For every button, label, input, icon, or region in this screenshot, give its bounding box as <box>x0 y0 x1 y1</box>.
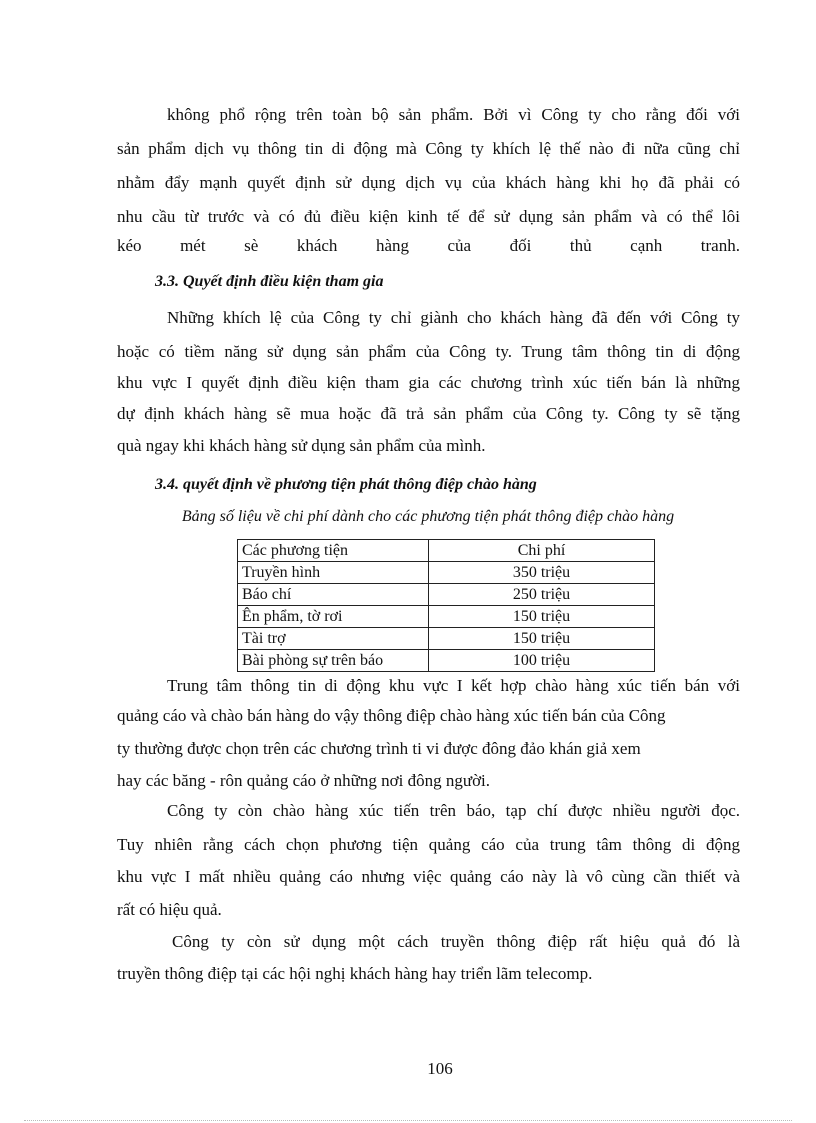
header-media: Các phương tiện <box>238 540 429 562</box>
cell-cost: 100 triệu <box>429 650 655 672</box>
table-row <box>238 628 655 650</box>
cell-cost: 250 triệu <box>429 584 655 606</box>
paragraph-1-line-4: nhu cầu từ trước và có đủ điều kiện kinh tế để sử dụng sản phẩm và có thể lôi <box>117 207 740 226</box>
table-row <box>238 584 655 606</box>
paragraph-4-line-1: Trung tâm thông tin di động khu vực I kết hợp chào hàng xúc tiến bán với <box>167 676 740 695</box>
section-3-3-line-4: dự định khách hàng sẽ mua hoặc đã trả sản phẩm của Công ty. Công ty sẽ tặng <box>117 404 740 423</box>
table-row <box>238 650 655 672</box>
cell-media: Ên phẩm, tờ rơi <box>238 606 429 628</box>
cell-media: Tài trợ <box>238 628 429 650</box>
cost-table <box>237 539 655 672</box>
word: khách <box>296 236 338 255</box>
paragraph-4-line-3: ty thường được chọn trên các chương trình ti vi được đông đảo khán giả xem <box>117 739 641 758</box>
word: sè <box>244 236 259 255</box>
cell-media: Truyền hình <box>238 562 429 584</box>
word: hàng <box>375 236 409 255</box>
word: thủ <box>569 236 592 255</box>
paragraph-1-line-5 <box>117 235 740 257</box>
cell-media: Bài phòng sự trên báo <box>238 650 429 672</box>
section-3-3-heading: 3.3. Quyết định điều kiện tham gia <box>155 273 384 290</box>
section-3-4-heading: 3.4. quyết định về phương tiện phát thông điệp chào hàng <box>155 476 537 493</box>
table-caption: Bảng số liệu về chi phí dành cho các phương tiện phát thông điệp chào hàng <box>181 508 675 525</box>
footer-divider <box>24 1120 792 1121</box>
cell-cost: 150 triệu <box>429 628 655 650</box>
paragraph-5-line-1: Công ty còn chào hàng xúc tiến trên báo, tạp chí được nhiều người đọc. <box>167 801 740 820</box>
paragraph-6-line-2: truyền thông điệp tại các hội nghị khách hàng hay triển lãm telecomp. <box>117 964 593 983</box>
word: kéo <box>117 236 142 255</box>
word: mét <box>180 236 206 255</box>
section-3-3-line-5: quà ngay khi khách hàng sử dụng sản phẩm của mình. <box>117 436 486 455</box>
paragraph-5-line-3: khu vực I mất nhiều quảng cáo nhưng việc quảng cáo này là vô cùng cần thiết và <box>117 867 740 886</box>
word: đối <box>509 236 532 255</box>
paragraph-1-line-1: không phổ rộng trên toàn bộ sản phẩm. Bởi vì Công ty cho rằng đối với <box>167 105 740 124</box>
section-3-3-line-3: khu vực I quyết định điều kiện tham gia các chương trình xúc tiến bán là những <box>117 373 740 392</box>
word: của <box>447 236 472 255</box>
table-row <box>238 606 655 628</box>
header-cost: Chi phí <box>429 540 655 562</box>
cell-cost: 150 triệu <box>429 606 655 628</box>
page-number: 106 <box>427 1059 453 1078</box>
word: cạnh <box>630 236 663 255</box>
cell-media: Báo chí <box>238 584 429 606</box>
word: tranh. <box>700 236 740 255</box>
paragraph-5-line-4: rất có hiệu quả. <box>117 900 222 919</box>
cell-cost: 350 triệu <box>429 562 655 584</box>
paragraph-6-line-1: Công ty còn sử dụng một cách truyền thông điệp rất hiệu quả đó là <box>172 932 740 951</box>
paragraph-1-line-3: nhằm đẩy mạnh quyết định sử dụng dịch vụ của khách hàng khi họ đã phải có <box>117 173 740 192</box>
section-3-3-line-1: Những khích lệ của Công ty chỉ giành cho khách hàng đã đến với Công ty <box>167 308 740 327</box>
paragraph-4-line-4: hay các băng - rôn quảng cáo ở những nơi đông người. <box>117 771 491 790</box>
table-row <box>238 562 655 584</box>
paragraph-4-line-2: quảng cáo và chào bán hàng do vậy thông điệp chào hàng xúc tiến bán của Công <box>117 706 666 725</box>
paragraph-5-line-2: Tuy nhiên rằng cách chọn phương tiện quảng cáo của trung tâm thông di động <box>117 835 740 854</box>
paragraph-1-line-2: sản phẩm dịch vụ thông tin di động mà Công ty khích lệ thế nào đi nữa cũng chỉ <box>117 139 740 158</box>
table-header-row <box>238 540 655 562</box>
section-3-3-line-2: hoặc có tiềm năng sử dụng sản phẩm của Công ty. Trung tâm thông tin di động <box>117 342 740 361</box>
